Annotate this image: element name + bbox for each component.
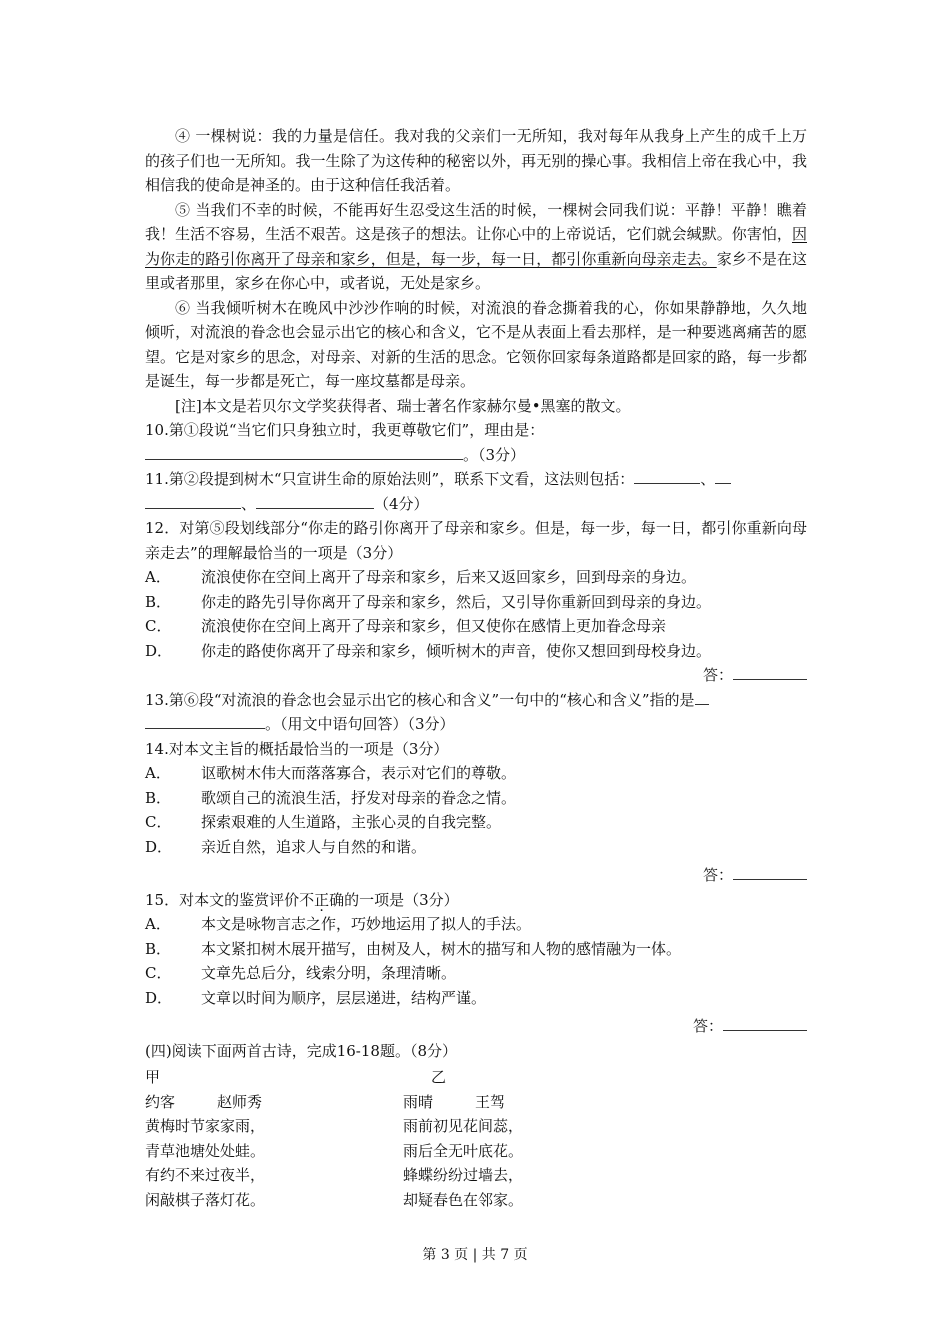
answer-blank[interactable] bbox=[634, 468, 700, 484]
question-15-text-b: 的一项是（3分） bbox=[344, 890, 459, 909]
option-label: D． bbox=[145, 988, 173, 1007]
option-text: 你走的路先引导你离开了母亲和家乡，然后，又引导你重新回到母亲的身边。 bbox=[201, 592, 712, 611]
question-12-option-c bbox=[145, 614, 807, 639]
paragraph-5-text-b: 家乡不是在这里或者那里，家乡在你心中，或者说，无处是家乡。 bbox=[145, 249, 807, 292]
answer-label: 答： bbox=[692, 1017, 723, 1035]
paragraph-4: ④ 一棵树说：我的力量是信任。我对我的父亲们一无所知，我对每年从我身上产生的成千上万的孩子们也一无所知。我一生除了为这传种的秘密以外，再无别的操心事。我相信上帝在我心中，我相信我的使命是神圣的。由于这种信任我活着。 bbox=[145, 127, 807, 194]
poem-b-tag: 乙 bbox=[431, 1068, 447, 1086]
poem-a-line: 青草池塘处处蛙。 bbox=[145, 1141, 266, 1160]
poem-b-line: 雨前初见花间蕊， bbox=[403, 1117, 524, 1135]
question-11-sep-2: 、 bbox=[241, 494, 257, 513]
question-11 bbox=[145, 467, 807, 492]
poem-a-line: 有约不来过夜半， bbox=[145, 1166, 266, 1184]
option-label: B． bbox=[145, 939, 172, 958]
poem-b-line: 雨后全无叶底花。 bbox=[403, 1141, 524, 1160]
answer-blank[interactable] bbox=[695, 689, 709, 705]
option-text: 亲近自然，追求人与自然的和谐。 bbox=[201, 837, 427, 856]
option-text: 流浪使你在空间上离开了母亲和家乡，后来又返回家乡，回到母亲的身边。 bbox=[201, 568, 697, 586]
option-text: 探索艰难的人生道路，主张心灵的自我完整。 bbox=[201, 813, 502, 831]
answer-label: 答： bbox=[702, 866, 733, 884]
answer-blank[interactable] bbox=[733, 664, 807, 680]
poem-a-tag: 甲 bbox=[145, 1068, 161, 1086]
question-13-tail: 。（用文中语句回答）（3分） bbox=[265, 715, 455, 733]
poem-a-title: 约客 bbox=[145, 1092, 176, 1111]
question-10-answer-line bbox=[145, 443, 807, 468]
answer-blank[interactable] bbox=[715, 468, 731, 484]
option-label: C． bbox=[145, 813, 172, 831]
page-footer: 第 3 页 | 共 7 页 bbox=[422, 1247, 528, 1263]
poem-a-author: 赵师秀 bbox=[217, 1092, 263, 1111]
poem-b-author: 王驾 bbox=[475, 1092, 506, 1111]
question-12-option-b bbox=[145, 590, 807, 615]
question-15 bbox=[145, 888, 807, 913]
question-11-tail: （4分） bbox=[374, 494, 429, 513]
page-content bbox=[145, 124, 807, 1209]
question-11-answer-line bbox=[145, 492, 807, 517]
answer-blank[interactable] bbox=[145, 444, 463, 460]
paragraph-5-underlined: 因为你走的路引你离开了母亲和家乡，但是，每一步，每一日，都引你重新向母亲走去。 bbox=[145, 225, 807, 268]
option-label: A． bbox=[145, 915, 171, 933]
question-14-answer bbox=[145, 863, 807, 888]
question-12: 12．对第⑤段划线部分“你走的路引你离开了母亲和家乡。但是，每一步，每一日，都引你重新向母亲走去”的理解最恰当的一项是（3分） bbox=[145, 519, 807, 562]
option-label: D． bbox=[145, 641, 173, 660]
answer-blank[interactable] bbox=[145, 493, 241, 509]
option-label: A． bbox=[145, 568, 171, 586]
option-text: 歌颂自己的流浪生活，抒发对母亲的眷念之情。 bbox=[201, 788, 517, 807]
author-note: [注]本文是若贝尔文学奖获得者、瑞士著名作家赫尔曼•黑塞的散文。 bbox=[175, 396, 631, 415]
poem-a-line: 黄梅时节家家雨， bbox=[145, 1117, 266, 1135]
question-13-answer-line bbox=[145, 712, 807, 737]
answer-blank[interactable] bbox=[733, 864, 807, 880]
section-4-title: (四)阅读下面两首古诗，完成16-18题。（8分） bbox=[145, 1041, 457, 1060]
emphasis-text: 不正确 bbox=[299, 890, 345, 909]
question-13 bbox=[145, 688, 807, 713]
question-15-option-a bbox=[145, 912, 807, 937]
option-label: A． bbox=[145, 764, 171, 782]
poem-a bbox=[145, 1065, 405, 1212]
question-14-option-a bbox=[145, 761, 807, 786]
option-label: C． bbox=[145, 964, 172, 982]
option-text: 文章先总后分，线索分明，条理清晰。 bbox=[201, 964, 457, 982]
question-14-option-b bbox=[145, 786, 807, 811]
poem-b-heading bbox=[403, 1090, 663, 1115]
poem-a-line: 闲敲棋子落灯花。 bbox=[145, 1190, 266, 1209]
question-12-option-d bbox=[145, 639, 807, 664]
question-15-option-b bbox=[145, 937, 807, 962]
option-label: D． bbox=[145, 837, 173, 856]
question-10-tail: 。（3分） bbox=[463, 445, 526, 464]
question-14-option-c bbox=[145, 810, 807, 835]
paragraph-5 bbox=[145, 198, 807, 296]
option-label: B． bbox=[145, 788, 172, 807]
paragraph-5-text-a: ⑤ 当我们不幸的时候，不能再好生忍受这生活的时候，一棵树会同我们说：平静！平静！瞧着我！生活不容易，生活不艰苦。这是孩子的想法。让你心中的上帝说话，它们就会缄默。你害怕， bbox=[145, 200, 807, 243]
answer-blank[interactable] bbox=[723, 1015, 807, 1031]
poem-b bbox=[403, 1065, 663, 1212]
option-label: B． bbox=[145, 592, 172, 611]
question-10 bbox=[145, 418, 807, 443]
question-15-option-c bbox=[145, 961, 807, 986]
question-15-option-d bbox=[145, 986, 807, 1011]
answer-blank[interactable] bbox=[256, 493, 374, 509]
question-11-text: 11.第②段提到树木“只宣讲生命的原始法则”，联系下文看，这法则包括： bbox=[145, 470, 635, 488]
question-14-option-d bbox=[145, 835, 807, 860]
question-11-sep: 、 bbox=[700, 470, 716, 488]
option-label: C． bbox=[145, 617, 172, 635]
answer-label: 答： bbox=[702, 666, 733, 684]
paragraph-6: ⑥ 当我倾听树木在晚风中沙沙作响的时候，对流浪的眷念撕着我的心，你如果静静地，久久地倾听，对流浪的眷念也会显示出它的核心和含义，它不是从表面上看去那样，是一种要逃离痛苦的愿望。它是对家乡的思念，对母亲、对新的生活的思念。它领你回家每条道路都是回家的路，每一步都是诞生，每一步都是死亡，每一座坟墓都是母亲。 bbox=[145, 298, 807, 390]
option-text: 本文是咏物言志之作，巧妙地运用了拟人的手法。 bbox=[201, 915, 532, 933]
question-14: 14.对本文主旨的概括最恰当的一项是（3分） bbox=[145, 739, 449, 758]
question-10-text: 10.第①段说“当它们只身独立时，我更尊敬它们”，理由是： bbox=[145, 421, 545, 439]
option-text: 文章以时间为顺序，层层递进，结构严谨。 bbox=[201, 988, 487, 1007]
option-text: 流浪使你在空间上离开了母亲和家乡，但又使你在感情上更加眷念母亲 bbox=[201, 617, 667, 635]
option-text: 讴歌树木伟大而落落寡合，表示对它们的尊敬。 bbox=[201, 764, 517, 782]
answer-blank[interactable] bbox=[145, 713, 265, 729]
question-15-text-a: 15．对本文的鉴赏评价 bbox=[145, 890, 300, 909]
question-12-answer bbox=[145, 663, 807, 688]
question-12-option-a bbox=[145, 565, 807, 590]
poem-b-line: 蜂蝶纷纷过墙去， bbox=[403, 1166, 524, 1184]
poem-b-line: 却疑春色在邻家。 bbox=[403, 1190, 524, 1209]
poem-b-title: 雨晴 bbox=[403, 1092, 434, 1111]
question-15-answer bbox=[145, 1014, 807, 1039]
question-13-text: 13.第⑥段“对流浪的眷念也会显示出它的核心和含义”一句中的“核心和含义”指的是 bbox=[145, 690, 695, 709]
option-text: 你走的路使你离开了母亲和家乡，倾听树木的声音，使你又想回到母校身边。 bbox=[201, 641, 712, 660]
poem-a-heading bbox=[145, 1090, 405, 1115]
poems-block bbox=[145, 1065, 807, 1209]
option-text: 本文紧扣树木展开描写，由树及人，树木的描写和人物的感情融为一体。 bbox=[201, 939, 682, 958]
